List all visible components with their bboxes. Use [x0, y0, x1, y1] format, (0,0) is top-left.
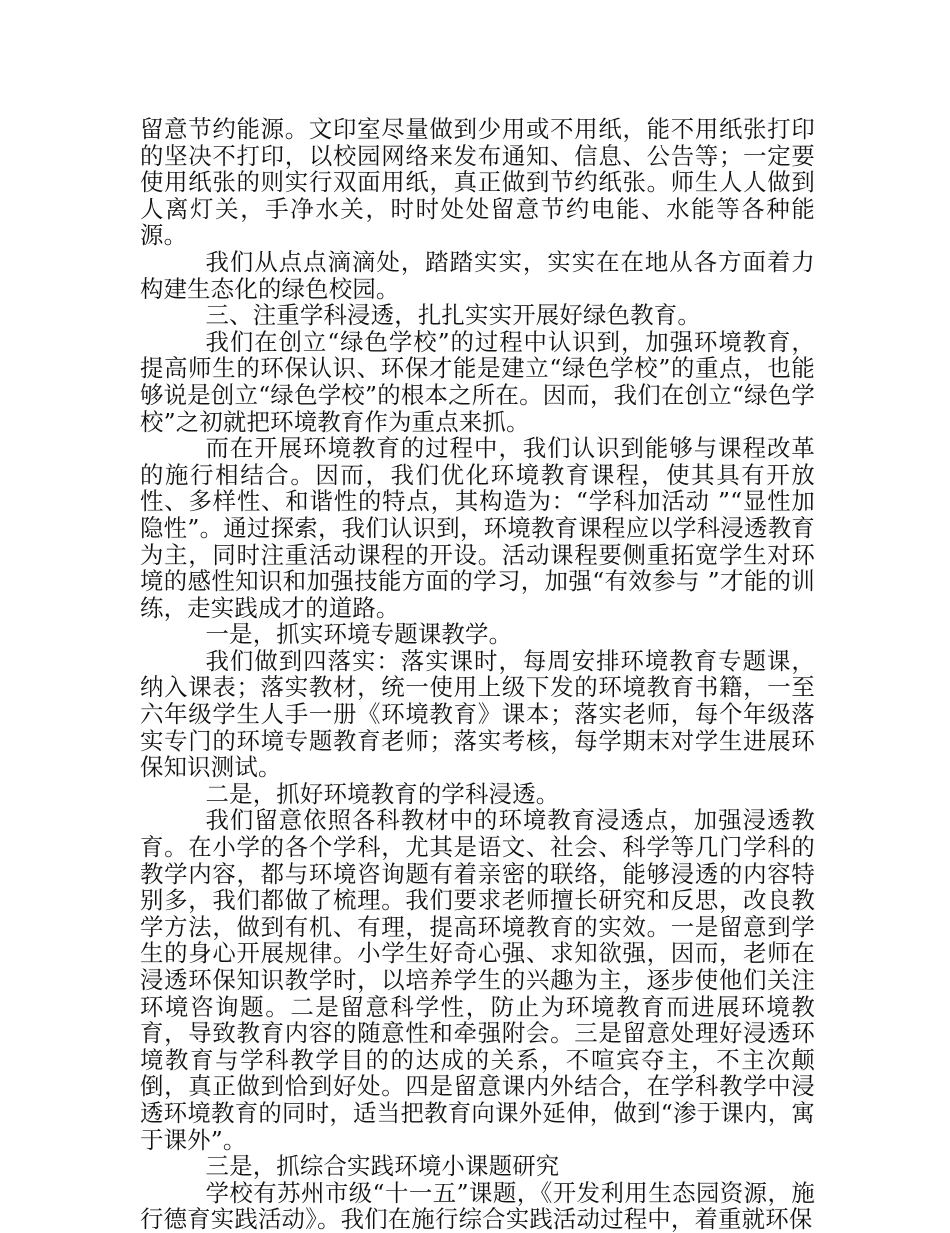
section-heading-three: 三、注重学科浸透，扎扎实实开展好绿色教育。	[205, 301, 701, 330]
subheading-three: 三是，抓综合实践环境小课题研究	[205, 1152, 560, 1181]
document-body	[140, 116, 815, 1233]
paragraph-research-project: 学校有苏州市级“十一五”课题，《开发利用生态园资源，施行德育实践活动》。我们在施行综合实践活动过程中，着重就环保	[140, 1178, 815, 1233]
paragraph-four-implementations: 我们做到四落实：落实课时，每周安排环境教育专题课，纳入课表；落实教材，统一使用上级下发的环境教育书籍，一至六年级学生人手一册《环境教育》课本；落实老师，每个年级落实专门的环境专题教育老师；落实考核，每学期末对学生进展环保知识测试。	[140, 646, 815, 782]
subheading-two: 二是，抓好环境教育的学科浸透。	[205, 779, 560, 808]
paragraph-subject-integration: 我们留意依照各科教材中的环境教育浸透点，加强浸透教育。在小学的各个学科，尤其是语文、社会、科学等几门学科的教学内容，都与环境咨询题有着亲密的联络，能够浸透的内容特别多，我们都做了梳理。我们要求老师擅长研究和反思，改良教学方法，做到有机、有理，提高环境教育的实效。一是留意到学生的身心开展规律。小学生好奇心强、求知欲强，因而，老师在浸透环保知识教学时，以培养学生的兴趣为主，逐步使他们关注环境咨询题。二是留意科学性，防止为环境教育而进展环境教育，导致教育内容的随意性和牵强附会。三是留意处理好浸透环境教育与学科教学目的的达成的关系，不喧宾夺主，不主次颠倒，真正做到恰到好处。四是留意课内外结合，在学科教学中浸透环境教育的同时，适当把教育向课外延伸，做到“渗于课内，寓于课外”。	[140, 806, 815, 1154]
paragraph-green-school: 我们在创立“绿色学校”的过程中认识到，加强环境教育，提高师生的环保认识、环保才能是建立“绿色学校”的重点，也能够说是创立“绿色学校”的根本之所在。因而，我们在创立“绿色学校”之初就把环境教育作为重点来抓。	[140, 327, 815, 436]
paragraph-green-campus: 我们从点点滴滴处，踏踏实实，实实在在地从各方面着力构建生态化的绿色校园。	[140, 247, 815, 303]
paragraph-energy-saving: 留意节约能源。文印室尽量做到少用或不用纸，能不用纸张打印的坚决不打印，以校园网络来发布通知、信息、公告等；一定要使用纸张的则实行双面用纸，真正做到节约纸张。师生人人做到人离灯关，手净水关，时时处处留意节约电能、水能等各种能源。	[140, 115, 815, 250]
paragraph-curriculum: 而在开展环境教育的过程中，我们认识到能够与课程改革的施行相结合。因而，我们优化环境教育课程，使其具有开放性、多样性、和谐性的特点，其构造为：“学科加活动 ”“显性加隐性”。通过探索，我们认识到，环境教育课程应以学科浸透教育为主，同时注重活动课程的开设。活动课程要侧重拓宽学生对环境的感性知识和加强技能方面的学习，加强“有效参与 ”才能的训练，走实践成才的道路。	[140, 434, 815, 622]
subheading-one: 一是，抓实环境专题课教学。	[205, 620, 513, 649]
